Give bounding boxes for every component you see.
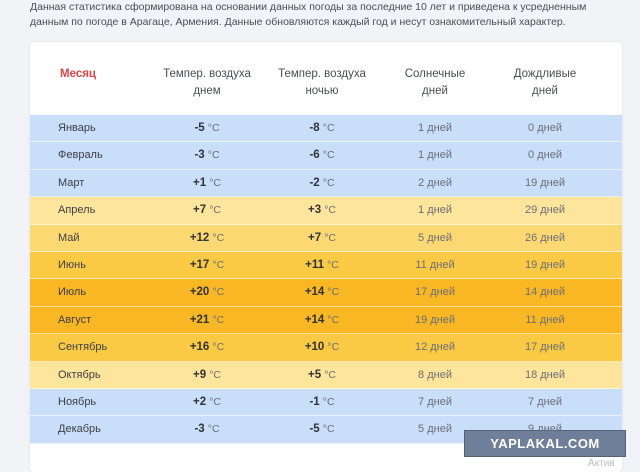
sunny-days-value: 5 xyxy=(418,231,425,244)
row-rainy-days xyxy=(485,142,605,169)
sunny-days-value: 1 xyxy=(418,122,425,134)
sunny-days-value: 8 xyxy=(418,368,425,381)
rainy-days-value: 18 xyxy=(524,368,538,381)
night-temp-value: -6 xyxy=(309,149,320,162)
row-sunny-days xyxy=(375,362,495,389)
degree-unit: °C xyxy=(324,204,336,217)
row-day-temp xyxy=(147,334,267,361)
activation-text: Актив xyxy=(588,458,615,469)
days-unit: дней xyxy=(427,204,452,217)
table-row xyxy=(30,115,622,142)
degree-unit: °C xyxy=(327,258,339,271)
days-unit: дней xyxy=(427,231,452,244)
row-month: Январь xyxy=(58,122,96,134)
row-sunny-days xyxy=(375,115,495,142)
table-row xyxy=(30,170,622,197)
sunny-days-value: 17 xyxy=(414,286,428,299)
row-rainy-days xyxy=(485,389,605,416)
night-temp-value: +5 xyxy=(308,368,322,381)
rainy-days-value: 0 xyxy=(528,122,535,134)
night-temp-value: +3 xyxy=(308,204,322,217)
days-unit: дней xyxy=(427,149,452,162)
table-row xyxy=(30,197,622,224)
rainy-days-value: 17 xyxy=(524,341,538,354)
sunny-days-value: 11 xyxy=(415,258,427,271)
row-night-temp xyxy=(262,334,382,361)
row-day-temp xyxy=(147,142,267,169)
degree-unit: °C xyxy=(209,395,221,408)
days-unit: дней xyxy=(540,341,566,354)
degree-unit: °C xyxy=(327,286,340,299)
row-month: Декабрь xyxy=(58,423,101,436)
row-month: Сентябрь xyxy=(58,341,108,354)
header-sunny-days-line2: дней xyxy=(422,85,448,97)
sunny-days-value: 12 xyxy=(414,341,428,354)
night-temp-value: -1 xyxy=(309,395,320,408)
rainy-days-value: 19 xyxy=(524,258,538,271)
sunny-days-value: 1 xyxy=(418,204,425,217)
degree-unit: °C xyxy=(324,368,336,381)
table-row xyxy=(30,279,622,306)
night-temp-value: +14 xyxy=(304,313,325,326)
day-temp-value: +2 xyxy=(193,395,207,408)
row-day-temp xyxy=(147,416,267,443)
row-rainy-days xyxy=(485,115,605,142)
degree-unit: °C xyxy=(212,231,225,244)
night-temp-value: +7 xyxy=(308,231,322,244)
degree-unit: °C xyxy=(207,149,220,162)
row-month: Август xyxy=(58,313,92,326)
day-temp-value: +1 xyxy=(193,176,207,189)
row-night-temp xyxy=(262,225,382,252)
degree-unit: °C xyxy=(327,341,340,354)
days-unit: дней xyxy=(429,258,455,271)
days-unit: дней xyxy=(539,313,565,326)
row-month: Ноябрь xyxy=(58,395,97,408)
row-night-temp xyxy=(262,416,382,443)
row-sunny-days xyxy=(375,225,495,252)
row-sunny-days xyxy=(375,334,495,361)
row-month: Апрель xyxy=(58,204,96,217)
watermark: YAPLAKAL.COM xyxy=(464,430,626,457)
sunny-days-value: 2 xyxy=(418,176,425,189)
header-rainy-days-line1: Дождливые xyxy=(513,68,577,80)
day-temp-value: -3 xyxy=(194,149,205,162)
degree-unit: °C xyxy=(324,231,336,244)
degree-unit: °C xyxy=(207,423,220,436)
degree-unit: °C xyxy=(212,286,225,299)
table-row xyxy=(30,252,622,279)
degree-unit: °C xyxy=(207,122,220,134)
row-day-temp xyxy=(147,362,267,389)
rainy-days-value: 11 xyxy=(525,313,537,326)
day-temp-value: +7 xyxy=(193,204,207,217)
day-temp-value: +9 xyxy=(193,368,207,381)
header-night-temp-line1: Темпер. воздуха xyxy=(278,68,366,80)
row-sunny-days xyxy=(375,170,495,197)
intro-text: Данная статистика сформирована на основании данных погоды за последние 10 лет и приведена к усредненным данным по погоде в Арагаце, Армения. Данные обновляются каждый год и несут ознакомительный характер. xyxy=(30,1,587,28)
day-temp-value: -3 xyxy=(194,423,205,436)
row-month: Октябрь xyxy=(58,368,101,381)
header-sunny-days xyxy=(375,66,495,100)
row-month: Май xyxy=(58,231,80,244)
night-temp-value: +11 xyxy=(305,258,324,271)
row-rainy-days xyxy=(485,252,605,279)
table-row xyxy=(30,307,622,334)
degree-unit: °C xyxy=(322,395,335,408)
header-day-temp-line2: днем xyxy=(193,85,221,97)
row-night-temp xyxy=(262,389,382,416)
row-rainy-days xyxy=(485,225,605,252)
days-unit: дней xyxy=(537,149,562,162)
day-temp-value: -5 xyxy=(194,122,205,134)
row-month: Февраль xyxy=(58,149,103,162)
rainy-days-value: 0 xyxy=(528,149,535,162)
row-rainy-days xyxy=(485,334,605,361)
header-day-temp-line1: Темпер. воздуха xyxy=(163,68,251,80)
sunny-days-value: 5 xyxy=(418,423,425,436)
row-month: Июль xyxy=(58,286,87,299)
table-row xyxy=(30,225,622,252)
row-day-temp xyxy=(147,252,267,279)
row-rainy-days xyxy=(485,197,605,224)
row-rainy-days xyxy=(485,170,605,197)
day-temp-value: +12 xyxy=(189,231,210,244)
row-night-temp xyxy=(262,197,382,224)
rainy-days-value: 29 xyxy=(524,204,538,217)
header-day-temp xyxy=(147,66,267,100)
degree-unit: °C xyxy=(209,204,221,217)
days-unit: дней xyxy=(540,231,566,244)
days-unit: дней xyxy=(427,423,452,436)
row-day-temp xyxy=(147,115,267,142)
rainy-days-value: 14 xyxy=(524,286,538,299)
row-day-temp xyxy=(147,389,267,416)
night-temp-value: +10 xyxy=(304,341,325,354)
row-rainy-days xyxy=(485,279,605,306)
row-night-temp xyxy=(262,362,382,389)
row-month: Март xyxy=(58,176,85,189)
table-row xyxy=(30,362,622,389)
day-temp-value: +20 xyxy=(189,286,210,299)
days-unit: дней xyxy=(427,176,452,189)
header-sunny-days-line1: Солнечные xyxy=(404,68,466,80)
header-month: Месяц xyxy=(60,68,96,80)
days-unit: дней xyxy=(427,368,452,381)
degree-unit: °C xyxy=(322,149,335,162)
days-unit: дней xyxy=(430,313,456,326)
header-rainy-days xyxy=(485,66,605,100)
rainy-days-value: 7 xyxy=(528,395,535,408)
row-day-temp xyxy=(147,307,267,334)
days-unit: дней xyxy=(430,286,456,299)
header-night-temp xyxy=(262,66,382,100)
row-night-temp xyxy=(262,142,382,169)
row-day-temp xyxy=(147,197,267,224)
row-sunny-days xyxy=(375,307,495,334)
table-header xyxy=(30,42,622,114)
row-night-temp xyxy=(262,115,382,142)
degree-unit: °C xyxy=(209,368,221,381)
row-rainy-days xyxy=(485,307,605,334)
night-temp-value: -5 xyxy=(309,423,320,436)
table-row xyxy=(30,334,622,361)
row-day-temp xyxy=(147,170,267,197)
sunny-days-value: 19 xyxy=(414,313,428,326)
days-unit: дней xyxy=(537,395,562,408)
days-unit: дней xyxy=(430,341,456,354)
night-temp-value: +14 xyxy=(304,286,325,299)
row-night-temp xyxy=(262,307,382,334)
days-unit: дней xyxy=(540,204,566,217)
day-temp-value: +16 xyxy=(189,341,210,354)
row-night-temp xyxy=(262,170,382,197)
row-night-temp xyxy=(262,279,382,306)
days-unit: дней xyxy=(427,395,452,408)
row-sunny-days xyxy=(375,142,495,169)
degree-unit: °C xyxy=(322,423,335,436)
table-row xyxy=(30,142,622,169)
degree-unit: °C xyxy=(322,122,335,134)
sunny-days-value: 7 xyxy=(418,395,425,408)
row-day-temp xyxy=(147,279,267,306)
degree-unit: °C xyxy=(212,341,225,354)
days-unit: дней xyxy=(427,122,452,134)
degree-unit: °C xyxy=(327,313,340,326)
row-rainy-days xyxy=(485,362,605,389)
days-unit: дней xyxy=(540,368,566,381)
rainy-days-value: 19 xyxy=(524,176,538,189)
night-temp-value: -8 xyxy=(309,122,320,134)
table-body xyxy=(30,115,622,444)
degree-unit: °C xyxy=(212,313,225,326)
day-temp-value: +17 xyxy=(189,258,210,271)
rainy-days-value: 26 xyxy=(524,231,538,244)
weather-table xyxy=(30,42,622,472)
row-sunny-days xyxy=(375,197,495,224)
day-temp-value: +21 xyxy=(189,313,210,326)
row-day-temp xyxy=(147,225,267,252)
days-unit: дней xyxy=(540,176,566,189)
degree-unit: °C xyxy=(322,176,335,189)
header-night-temp-line2: ночью xyxy=(305,85,339,97)
row-night-temp xyxy=(262,252,382,279)
row-sunny-days xyxy=(375,252,495,279)
night-temp-value: -2 xyxy=(309,176,320,189)
days-unit: дней xyxy=(537,122,562,134)
header-rainy-days-line2: дней xyxy=(532,85,558,97)
row-sunny-days xyxy=(375,389,495,416)
row-month: Июнь xyxy=(58,258,86,271)
table-row xyxy=(30,389,622,416)
days-unit: дней xyxy=(540,258,566,271)
sunny-days-value: 1 xyxy=(418,149,425,162)
degree-unit: °C xyxy=(209,176,221,189)
days-unit: дней xyxy=(540,286,566,299)
degree-unit: °C xyxy=(212,258,225,271)
row-sunny-days xyxy=(375,279,495,306)
